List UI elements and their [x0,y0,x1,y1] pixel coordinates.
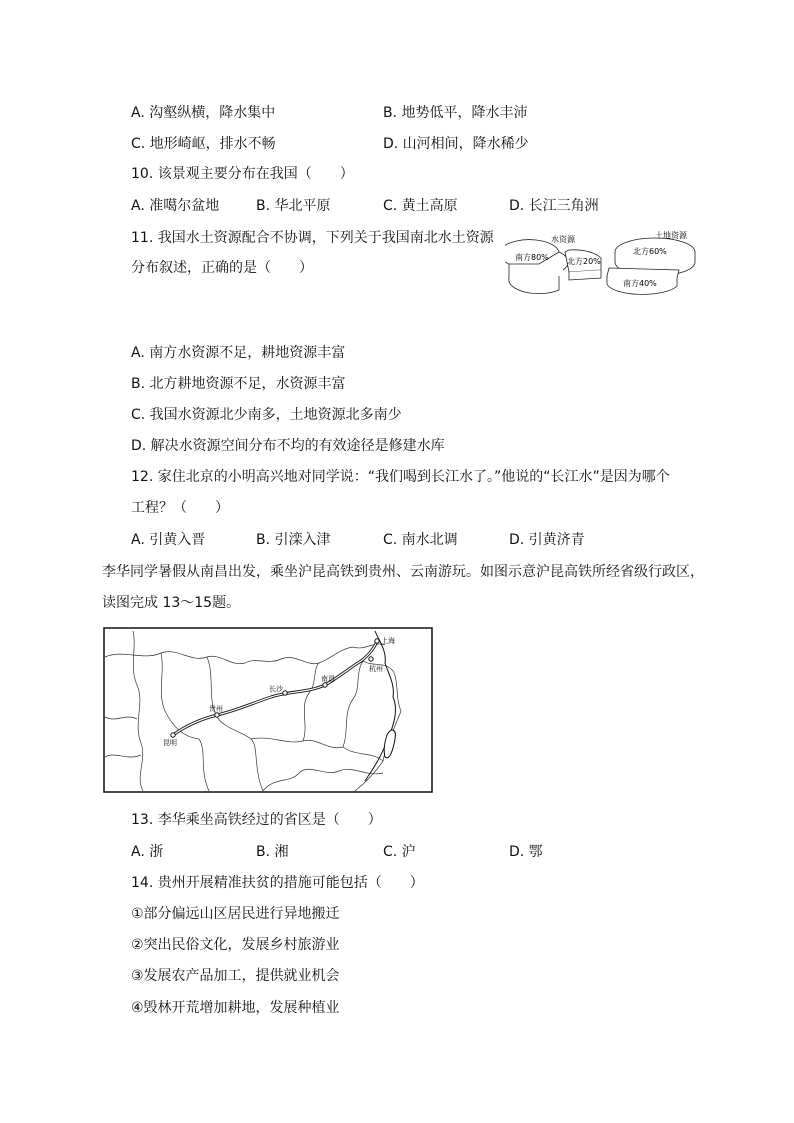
map-label-hangzhou: 杭州 [369,665,383,673]
q9-option-d: D. 山河相间，降水稀少 [383,136,529,152]
map-marker-shanghai [375,639,379,643]
q13-stem: 13. 李华乘坐高铁经过的省区是（ ） [131,812,382,828]
map-marker-kunming [171,733,175,737]
map-label-nanchang: 南昌 [321,675,335,683]
map-marker-hangzhou [369,657,373,661]
q11-option-c: C. 我国水资源北少南多，土地资源北多南少 [131,407,402,423]
q12-option-b: B. 引滦入津 [256,532,331,548]
q13-option-a: A. 浙 [131,844,164,860]
q12-stem-line2: 工程？（ ） [131,500,229,516]
q14-item-1: ①部分偏远山区居民进行异地搬迁 [131,906,340,922]
land-pie-south-label: 南方40% [623,279,657,288]
water-pie-title: 水资源 [551,235,575,244]
q9-option-a: A. 沟壑纵横，降水集中 [131,105,276,121]
q12-stem-line1: 12. 家住北京的小明高兴地对同学说：“我们喝到长江水了。”他说的“长江水”是因为哪个 [131,469,670,485]
q11-option-d: D. 解决水资源空间分布不均的有效途径是修建水库 [131,438,445,454]
q14-item-4: ④毁林开荒增加耕地，发展种植业 [131,1000,340,1016]
q11-option-a: A. 南方水资源不足，耕地资源丰富 [131,345,346,361]
q9-option-b: B. 地势低平，降水丰沛 [383,105,528,121]
q11-stem-line2: 分布叙述，正确的是（ ） [131,260,313,276]
q13-option-b: B. 湘 [256,844,289,860]
q14-stem: 14. 贵州开展精准扶贫的措施可能包括（ ） [131,875,424,891]
intro-line1: 李华同学暑假从南昌出发，乘坐沪昆高铁到贵州、云南游玩。如图示意沪昆高铁所经省级行政区， [102,564,704,580]
q12-option-d: D. 引黄济青 [509,532,585,548]
q14-item-2: ②突出民俗文化，发展乡村旅游业 [131,937,340,953]
q11-option-b: B. 北方耕地资源不足，水资源丰富 [131,376,346,392]
q14-item-3: ③发展农产品加工，提供就业机会 [131,968,340,984]
map-label-kunming: 昆明 [163,739,177,747]
q9-option-c: C. 地形崎岖，排水不畅 [131,136,276,152]
map-marker-nanchang [323,683,327,687]
water-pie [505,234,601,294]
q10-option-b: B. 华北平原 [256,198,331,214]
water-pie-south-label: 南方80% [515,253,549,262]
map-label-changsha: 长沙 [269,685,283,693]
water-pie-north-label: 北方20% [567,257,601,266]
railway-map [103,627,433,793]
land-pie-north-label: 北方60% [633,247,667,256]
q12-option-a: A. 引黄入晋 [131,532,206,548]
q10-option-a: A. 准噶尔盆地 [131,198,220,214]
q13-option-c: C. 沪 [383,844,416,860]
map-label-guizhou: 贵州 [209,705,223,713]
q10-option-c: C. 黄土高原 [383,198,458,214]
map-marker-guizhou [215,713,219,717]
intro-line2: 读图完成 13～15题。 [102,595,241,611]
q10-option-d: D. 长江三角洲 [509,198,599,214]
q11-pie-figure [505,230,701,314]
q12-option-c: C. 南水北调 [383,532,458,548]
q11-stem-line1: 11. 我国水土资源配合不协调，下列关于我国南北水土资源 [131,230,494,246]
q10-stem: 10. 该景观主要分布在我国（ ） [131,166,354,182]
land-pie-title: 土地资源 [655,231,687,240]
map-marker-changsha [283,691,287,695]
q13-option-d: D. 鄂 [509,844,543,860]
map-label-shanghai: 上海 [381,637,395,645]
land-pie [607,230,695,294]
